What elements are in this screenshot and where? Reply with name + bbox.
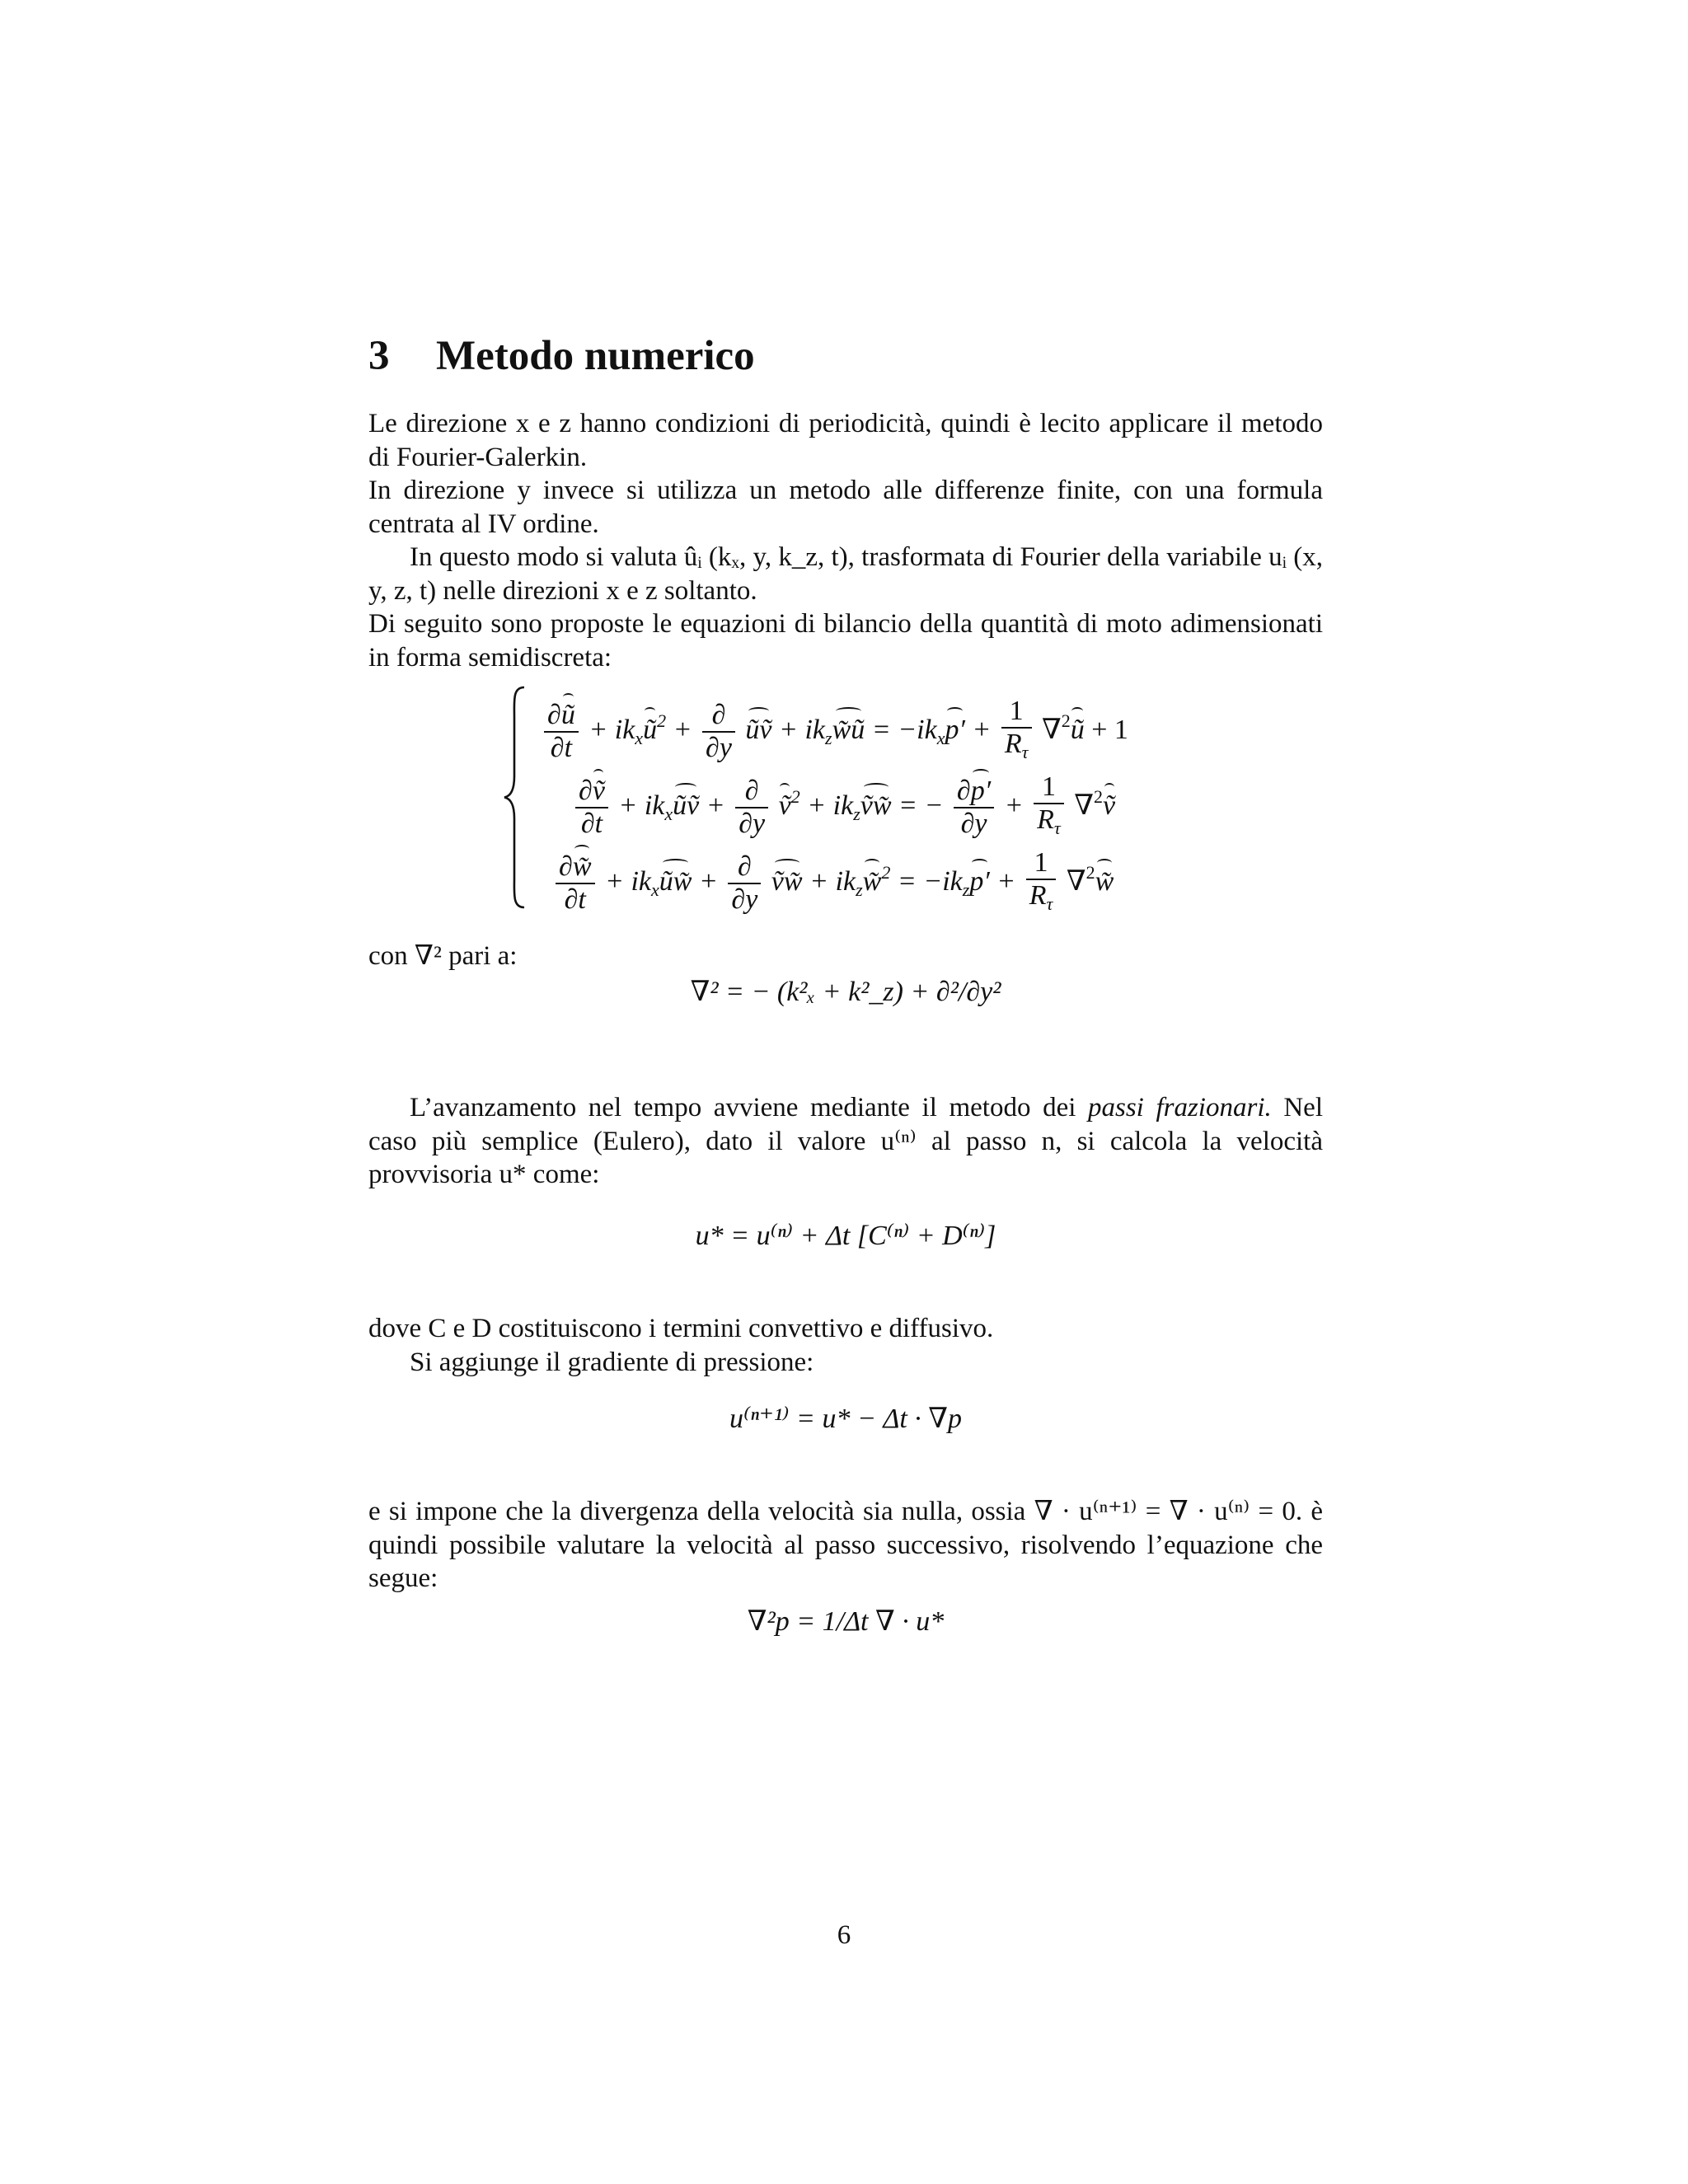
fractional-steps-term: passi frazionari. <box>1088 1093 1272 1122</box>
section-heading <box>368 331 755 381</box>
section-number: 3 <box>368 333 390 379</box>
paragraph-divergence-free: e si impone che la divergenza della velocità sia nulla, ossia ∇ · u⁽ⁿ⁺¹⁾ = ∇ · u⁽ⁿ⁾ = 0. è quindi possibile valutare la velocità al passo successivo, risolvendo l’equazione che segue: <box>368 1497 1323 1593</box>
paragraph-momentum-intro: Di seguito sono proposte le equazioni di bilancio della quantità di moto adimensionati in forma semidiscreta: <box>368 609 1323 673</box>
equation-u-momentum: $\frac{\partial ũ}{\partial t}$ + $ik_xũ^2$ + $\frac{\partial}{\partial y}$ ũṽ + $ik_zw̃ũ = -ik_xp'$ + $\frac{1}{R_\tau}$ ∇$^2$ũ + 1 <box>541 696 1128 768</box>
equation-predictor: u* = u⁽ⁿ⁾ + Δt [C⁽ⁿ⁾ + D⁽ⁿ⁾] <box>695 1221 996 1251</box>
laplacian-intro <box>368 940 1323 973</box>
section-title: Metodo numerico <box>436 333 755 379</box>
equation-poisson: ∇²p = 1/Δt ∇ · u* <box>747 1606 945 1637</box>
page-number: 6 <box>837 1920 851 1950</box>
paragraph-fractional-steps <box>368 1091 1323 1192</box>
paragraph-fourier-transform: In questo modo si valuta ûᵢ (kₓ, y, k_z, t), trasformata di Fourier della variabile uᵢ (x, y, z, t) nelle direzioni x e z soltanto. <box>368 542 1323 606</box>
terms-text <box>368 1312 1323 1379</box>
equation-v-momentum: $\frac{\text{∂ṽ}}{\partial t}$ + $ik_xũṽ$ + $\frac{\partial}{\partial y}$ ṽ$^2$ + $ik_zṽw̃$ = − $\frac{\partial p'}{\partial y}$ + $\frac{1}{R_\tau}$ ∇$^2$ṽ <box>572 771 1115 844</box>
fractional-steps-rest: Nel caso più semplice (Eulero), dato il valore u⁽ⁿ⁾ al passo n, si calcola la velocità provvisoria u* come: <box>368 1093 1323 1189</box>
paragraph-convective-diffusive: dove C e D costituiscono i termini convettivo e diffusivo. <box>368 1314 994 1343</box>
equation-projection: u⁽ⁿ⁺¹⁾ = u* − Δt · ∇p <box>729 1404 963 1434</box>
paragraph-finite-differences: In direzione y invece si utilizza un metodo alle differenze finite, con una formula centrata al IV ordine. <box>368 476 1323 539</box>
paragraph-pressure-gradient: Si aggiunge il gradiente di pressione: <box>410 1347 814 1377</box>
equation-w-momentum: $\frac{\partial w̃}{\partial t}$ + $ik_xũw̃$ + $\frac{\partial}{\partial y}$ ṽw̃ + $ik_zw̃^2 = -ik_zp'$ + $\frac{1}{R_\tau}$ ∇$^2$w̃ <box>552 847 1114 920</box>
intro-text <box>368 407 1323 674</box>
divergence-text <box>368 1495 1323 1596</box>
fractional-steps-lead: L’avanzamento nel tempo avviene mediante il metodo dei <box>410 1093 1088 1122</box>
left-brace <box>503 684 528 911</box>
paragraph-periodicity: Le direzione x e z hanno condizioni di periodicità, quindi è lecito applicare il metodo di Fourier-Galerkin. <box>368 409 1323 472</box>
paragraph-laplacian: con ∇² pari a: <box>368 941 518 971</box>
momentum-equation-system <box>503 684 1187 915</box>
equation-laplacian: ∇² = − (k²ₓ + k²_z) + ∂²/∂y² <box>690 977 1001 1007</box>
time-advancement-text <box>368 1091 1323 1192</box>
